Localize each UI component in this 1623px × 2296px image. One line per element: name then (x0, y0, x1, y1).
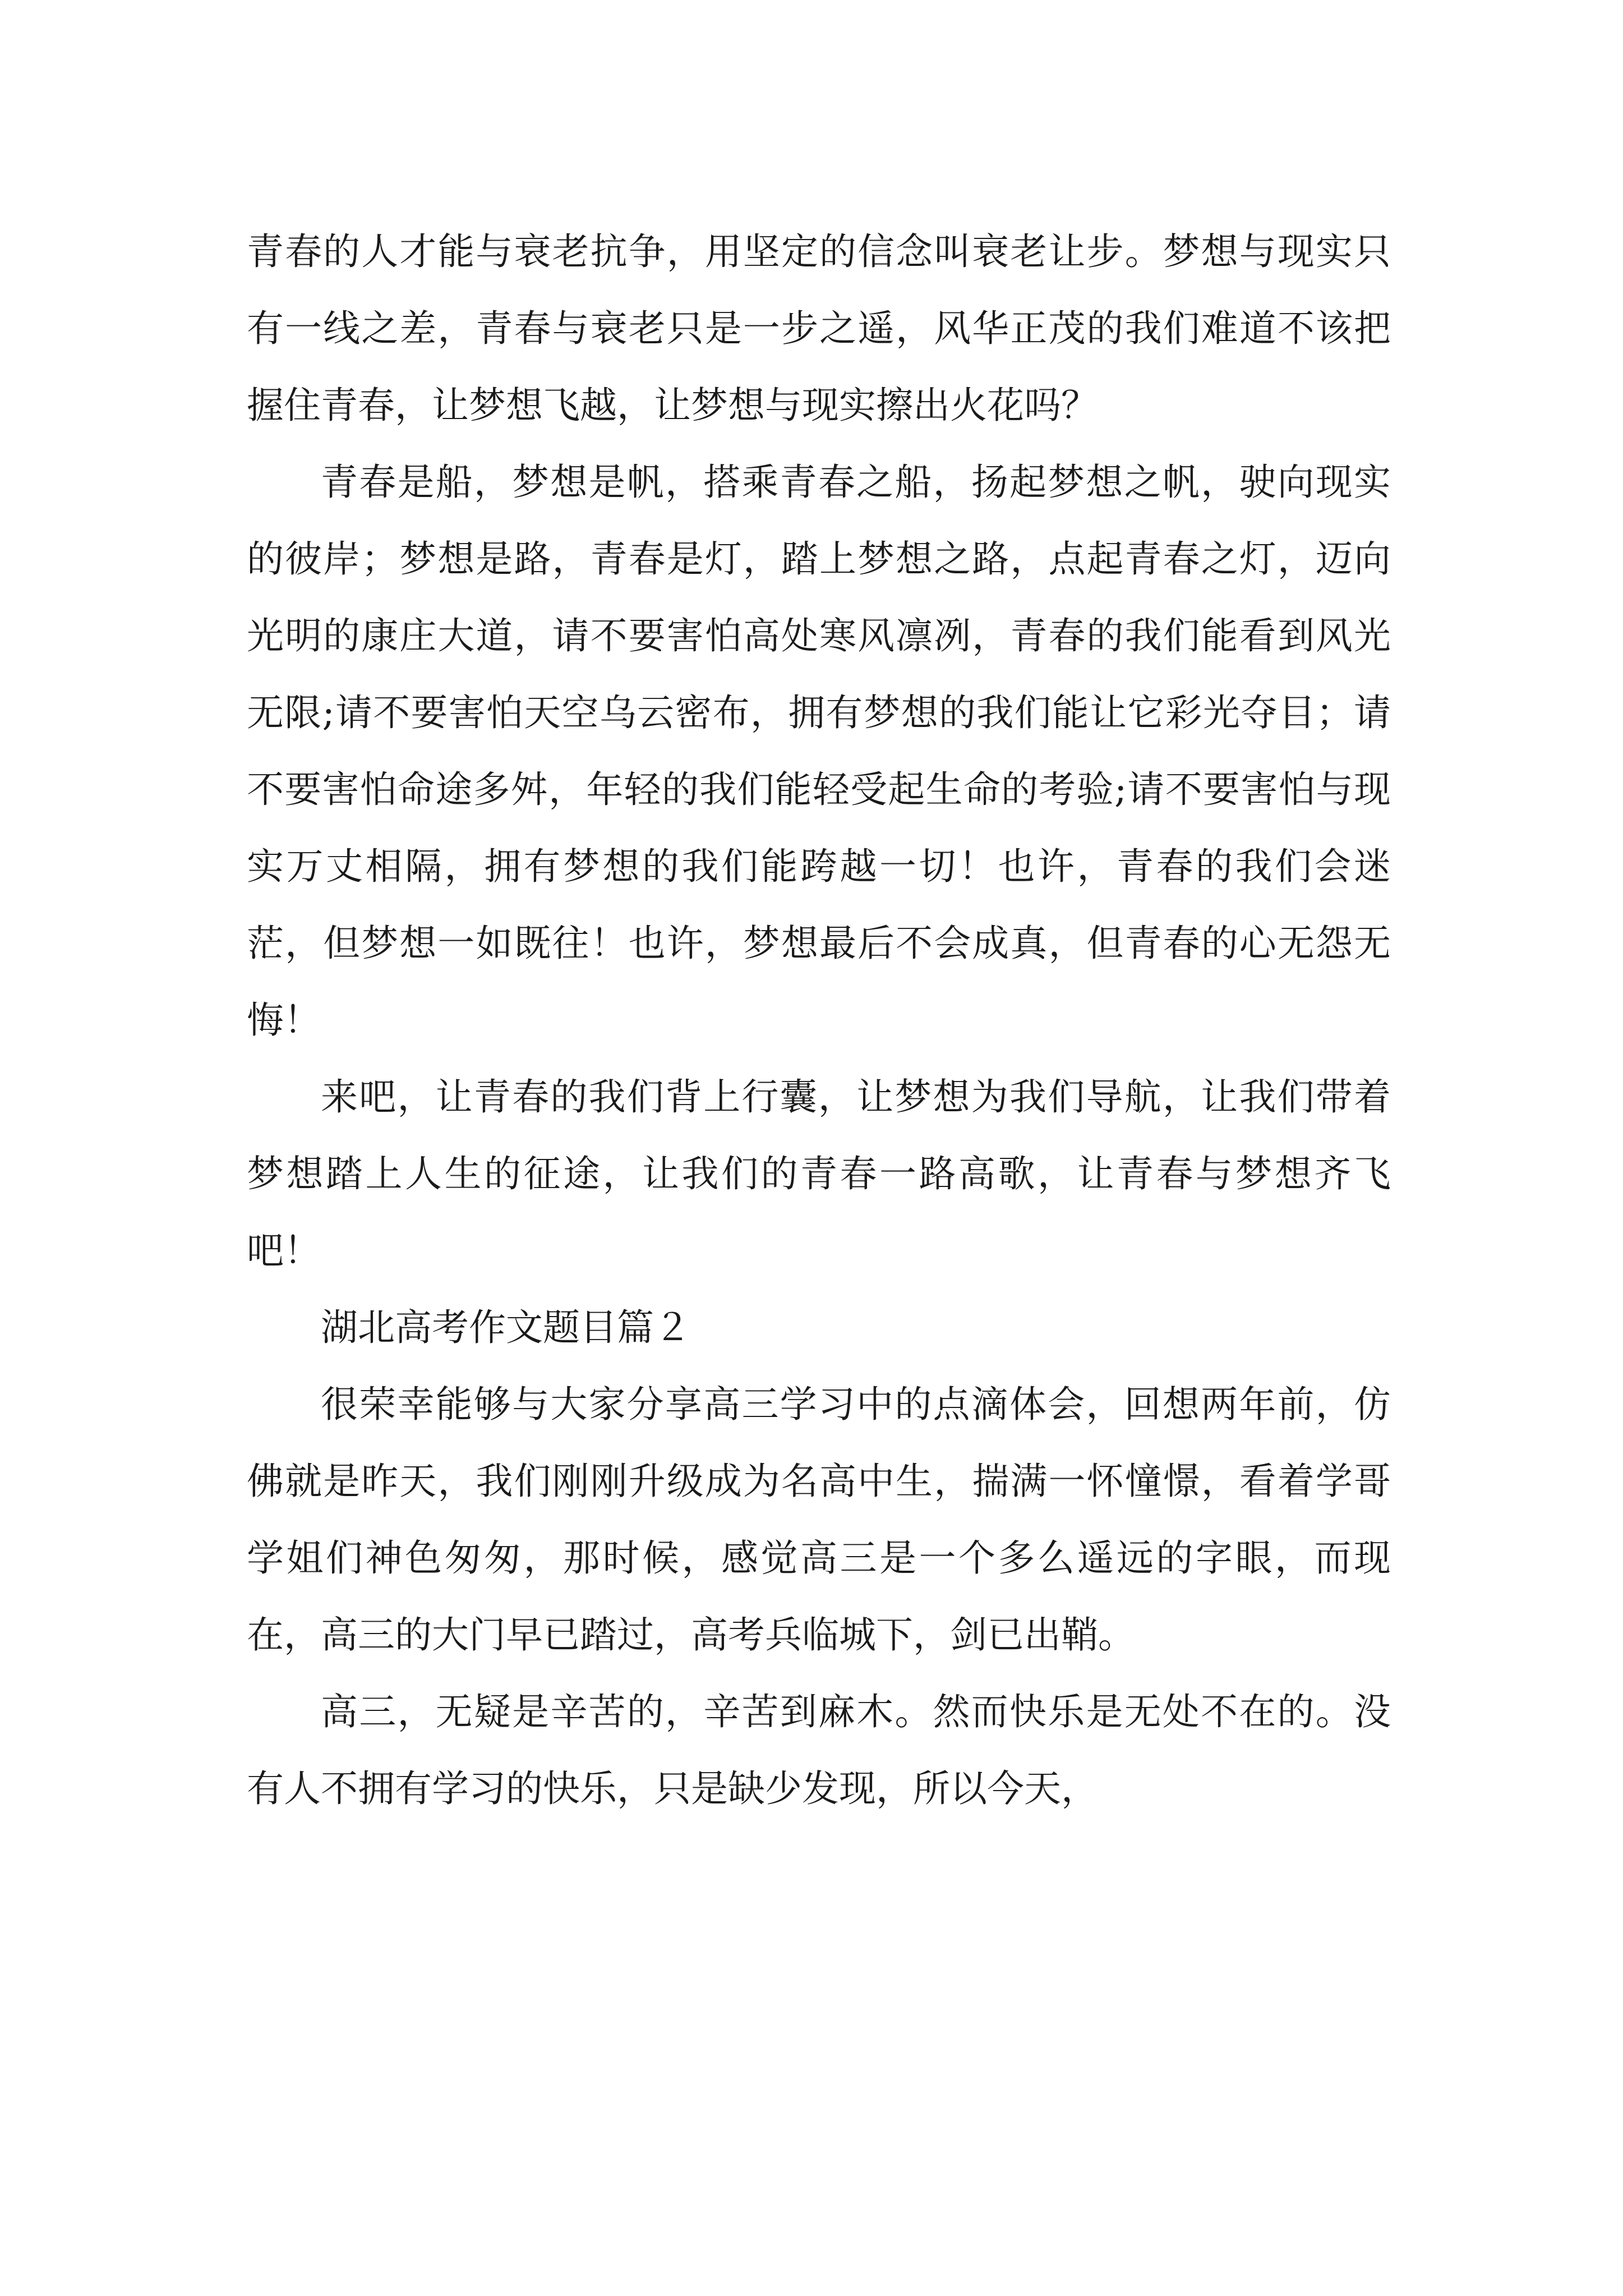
paragraph: 来吧，让青春的我们背上行囊，让梦想为我们导航，让我们带着梦想踏上人生的征途，让我们的青春一路高歌，让青春与梦想齐飞吧！ (247, 1075, 1391, 1272)
paragraph: 青春的人才能与衰老抗争，用坚定的信念叫衰老让步。梦想与现实只有一线之差，青春与衰老只是一步之遥，风华正茂的我们难道不该把握住青春，让梦想飞越，让梦想与现实擦出火花吗？ (247, 230, 1391, 427)
paragraph: 青春是船，梦想是帆，搭乘青春之船，扬起梦想之帆，驶向现实的彼岸；梦想是路，青春是灯，踏上梦想之路，点起青春之灯，迈向光明的康庄大道，请不要害怕高处寒风凛冽，青春的我们能看到风光无限;请不要害怕天空乌云密布，拥有梦想的我们能让它彩光夺目；请不要害怕命途多舛，年轻的我们能轻受起生命的考验;请不要害怕与现实万丈相隔，拥有梦想的我们能跨越一切！也许，青春的我们会迷茫，但梦想一如既往！也许，梦想最后不会成真，但青春的心无怨无悔！ (247, 461, 1391, 1042)
section-heading: 湖北高考作文题目篇２ (321, 1306, 691, 1349)
document-body (247, 213, 1391, 1827)
paragraph: 高三，无疑是辛苦的，辛苦到麻木。然而快乐是无处不在的。没有人不拥有学习的快乐，只是缺少发现，所以今天， (247, 1690, 1391, 1810)
paragraph: 很荣幸能够与大家分享高三学习中的点滴体会，回想两年前，仿佛就是昨天，我们刚刚升级成为名高中生，揣满一怀憧憬，看着学哥学姐们神色匆匆，那时候，感觉高三是一个多么遥远的字眼，而现在，高三的大门早已踏过，高考兵临城下，剑已出鞘。 (247, 1383, 1391, 1657)
